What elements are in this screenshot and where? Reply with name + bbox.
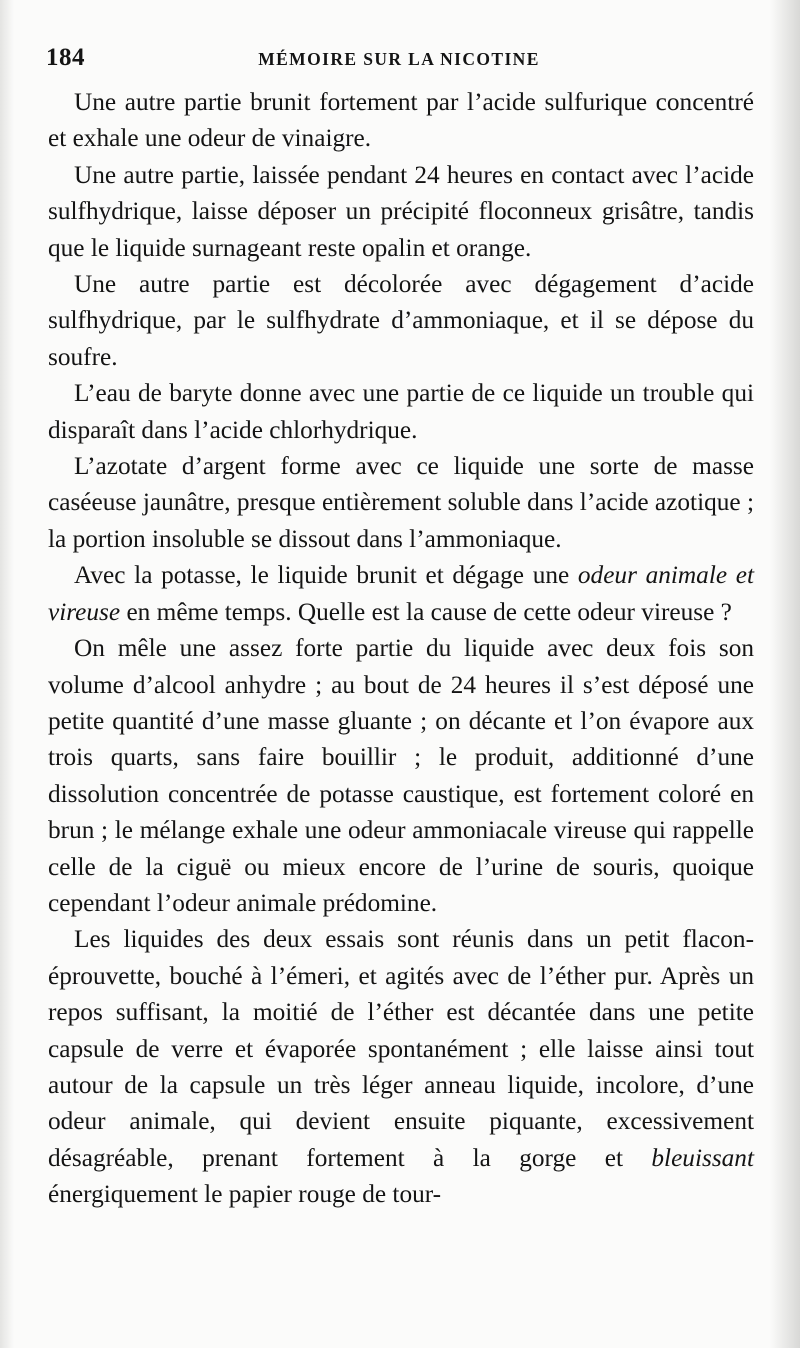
paragraph-hydrogen-sulfide: Une autre partie, laissée pendant 24 heures en contact avec l’acide sulfhydrique, laisse déposer un précipité floconneux grisâtre, tandis que le liquide surnageant reste opalin et orange. (48, 160, 754, 262)
paragraph-ether-extraction (48, 921, 754, 1212)
paragraph-potash-emphasis: odeur animale et vireuse (48, 561, 754, 626)
page-number: 184 (46, 44, 85, 71)
body-text (48, 84, 754, 1213)
paragraph-sulfuric-acid: Une autre partie brunit fortement par l’acide sulfurique concentré et exhale une odeur de vinaigre. (48, 88, 754, 153)
running-title: MÉMOIRE SUR LA NICOTINE (258, 49, 540, 69)
paragraph-silver-nitrate: L’azotate d’argent forme avec ce liquide une sorte de masse caséeuse jaunâtre, presque entièrement soluble dans l’acide azotique ; la portion insoluble se dissout dans l’ammoniaque. (48, 452, 754, 553)
paragraph-ether-text-2: énergiquement le papier rouge de tour- (48, 1180, 442, 1209)
paragraph-ammonium-sulfhydrate: Une autre partie est décolorée avec dégagement d’acide sulfhydrique, par le sulfhydrate d’ammoniaque, et il se dépose du soufre. (48, 270, 754, 371)
page-left-edge-shadow (0, 0, 14, 1348)
paragraph-ether-text-1: Les liquides des deux essais sont réunis dans un petit flacon-éprouvette, bouché à l’émeri, et agités avec de l’éther pur. Après un repos suffisant, la moitié de l’éther est décantée dans une petite capsule de verre et évaporée spontanément ; elle laisse ainsi tout autour de la capsule un très léger anneau liquide, incolore, d’une odeur animale, qui devient ensuite piquante, excessivement désagréable, prenant fortement à la gorge et (48, 925, 754, 1172)
page-header (46, 44, 752, 80)
paragraph-anhydrous-alcohol: On mêle une assez forte partie du liquide avec deux fois son volume d’alcool anhydre ; au bout de 24 heures il s’est déposé une petite quantité d’une masse gluante ; on décante et l’on évapore aux trois quarts, sans faire bouillir ; le produit, additionné d’une dissolution concentrée de potasse caustique, est fortement coloré en brun ; le mélange exhale une odeur ammoniacale vireuse qui rappelle celle de la ciguë ou mieux encore de l’urine de souris, quoique cependant l’odeur animale prédomine. (48, 634, 754, 917)
paragraph-ether-emphasis: bleuissant (651, 1143, 754, 1172)
paragraph-potash-text-1: Avec la potasse, le liquide brunit et dégage une (74, 561, 578, 590)
page-right-edge-shadow (770, 0, 800, 1348)
paragraph-potash-text-2: en même temps. Quelle est la cause de cette odeur vireuse ? (120, 597, 732, 626)
paragraph-potash (48, 557, 754, 630)
paragraph-baryta-water: L’eau de baryte donne avec une partie de ce liquide un trouble qui disparaît dans l’acide chlorhydrique. (48, 379, 754, 444)
